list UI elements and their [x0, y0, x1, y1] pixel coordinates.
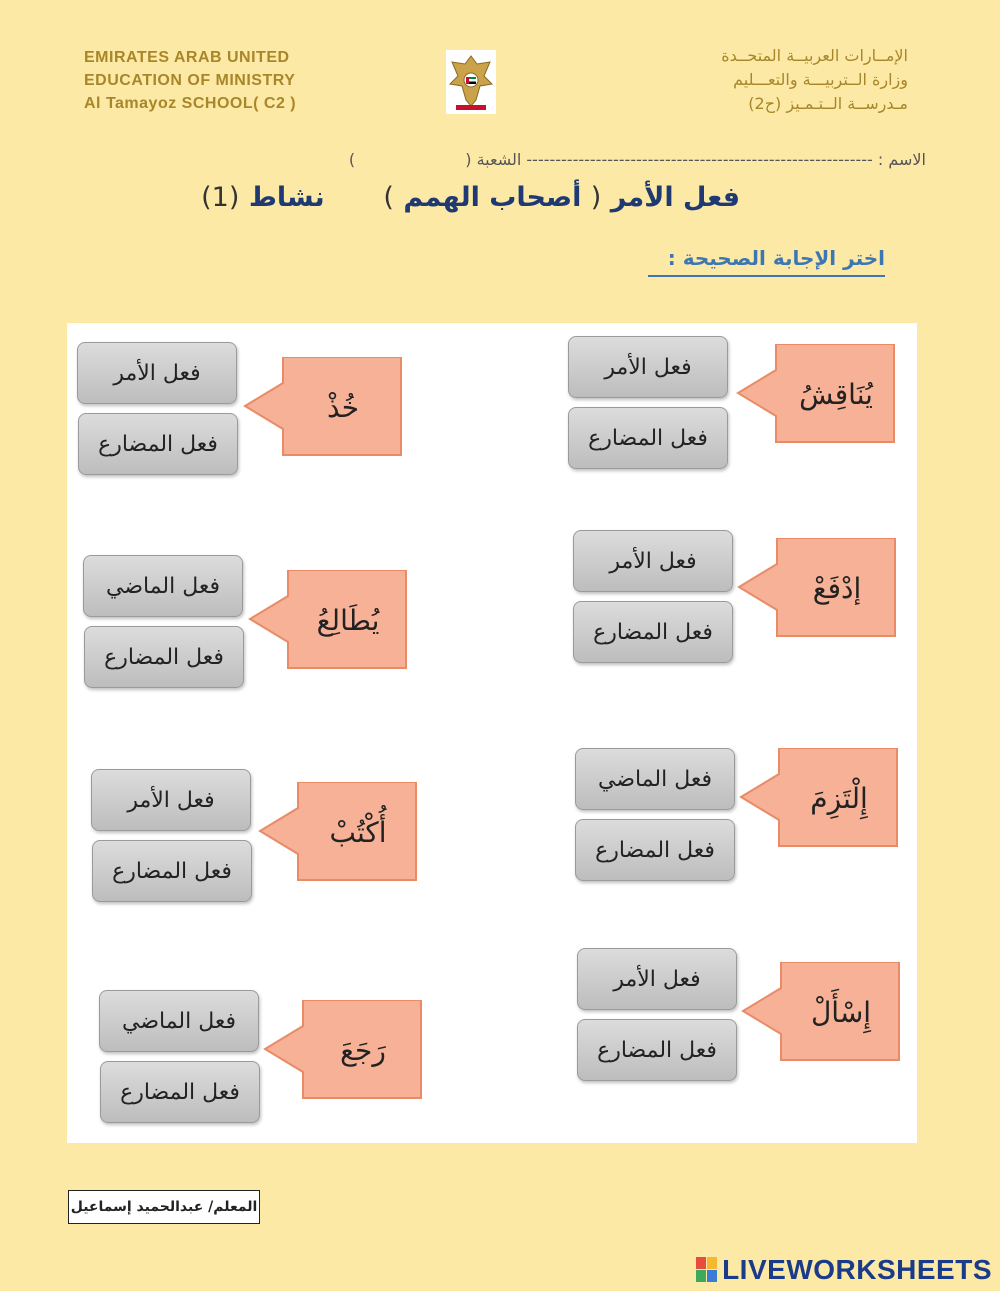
name-label: الاسم : — [877, 150, 926, 169]
verb-arrow-callout — [243, 357, 403, 457]
title-open-paren: ( — [590, 182, 602, 213]
verb-text: إِسْأَلْ — [810, 995, 872, 1029]
option-button[interactable]: فعل المضارع — [84, 626, 244, 688]
verb-arrow-callout — [248, 570, 408, 670]
verb-text: إِلْتَزِمَ — [810, 781, 868, 815]
name-dashes: ------------------------------------------------------------ — [526, 150, 873, 169]
section-label: الشعبة ( — [465, 150, 522, 169]
header-en-line1: EMIRATES ARAB UNITED — [84, 49, 290, 66]
option-button[interactable]: فعل المضارع — [78, 413, 238, 475]
verb-text: رَجَعَ — [340, 1033, 386, 1067]
header-ar-line1: الإمــارات العربيــة المتحــدة — [721, 46, 908, 65]
verb-text: خُذْ — [327, 390, 360, 424]
header-ar-line3: مـدرســة الــتـمـيز (ح2) — [748, 94, 908, 113]
verb-text: أُكْتُبْ — [329, 815, 387, 849]
verb-arrow-callout — [737, 538, 897, 638]
header-en-line2: EDUCATION OF MINISTRY — [84, 72, 296, 89]
brand-logo[interactable] — [696, 1254, 992, 1286]
option-button[interactable]: فعل المضارع — [92, 840, 252, 902]
header-ar-line2: وزارة الــتربيـــة والتعـــليم — [733, 70, 908, 89]
verb-text: يُطَالِعُ — [316, 603, 380, 637]
student-info-line — [180, 150, 926, 169]
title-part2: أصحاب الهمم — [403, 182, 582, 213]
option-button[interactable]: فعل المضارع — [568, 407, 728, 469]
title-part1: فعل الأمر — [610, 182, 740, 213]
verb-text: يُنَاقِشُ — [799, 377, 873, 411]
uae-emblem-icon — [446, 50, 496, 114]
activity-number: (1) — [201, 182, 240, 213]
instruction: اختر الإجابة الصحيحة : — [648, 246, 885, 277]
title-part3: نشاط — [248, 182, 325, 213]
option-button[interactable]: فعل المضارع — [573, 601, 733, 663]
verb-arrow-callout — [258, 782, 418, 882]
section-close: ) — [348, 150, 356, 169]
option-button[interactable]: فعل المضارع — [575, 819, 735, 881]
option-button[interactable]: فعل الماضي — [83, 555, 243, 617]
option-button[interactable]: فعل المضارع — [100, 1061, 260, 1123]
header-en-line3: Al Tamayoz SCHOOL( C2 ) — [84, 95, 297, 112]
teacher-name-box: المعلم/ عبدالحميد إسماعيل — [68, 1190, 260, 1224]
verb-arrow-callout — [739, 748, 899, 848]
option-button[interactable]: فعل الأمر — [568, 336, 728, 398]
option-button[interactable]: فعل الأمر — [77, 342, 237, 404]
option-button[interactable]: فعل المضارع — [577, 1019, 737, 1081]
verb-text: إدْفَعْ — [812, 571, 862, 605]
page-title — [200, 182, 740, 213]
option-button[interactable]: فعل الماضي — [99, 990, 259, 1052]
verb-arrow-callout — [263, 1000, 423, 1100]
option-button[interactable]: فعل الماضي — [575, 748, 735, 810]
verb-arrow-callout — [741, 962, 901, 1062]
verb-arrow-callout — [736, 344, 896, 444]
option-button[interactable]: فعل الأمر — [573, 530, 733, 592]
option-button[interactable]: فعل الأمر — [577, 948, 737, 1010]
option-button[interactable]: فعل الأمر — [91, 769, 251, 831]
brand-text: LIVEWORKSHEETS — [722, 1254, 992, 1285]
title-close-paren: ) — [383, 182, 394, 213]
header-arabic — [721, 44, 908, 116]
liveworksheets-icon — [696, 1257, 718, 1283]
header-english — [84, 46, 296, 115]
